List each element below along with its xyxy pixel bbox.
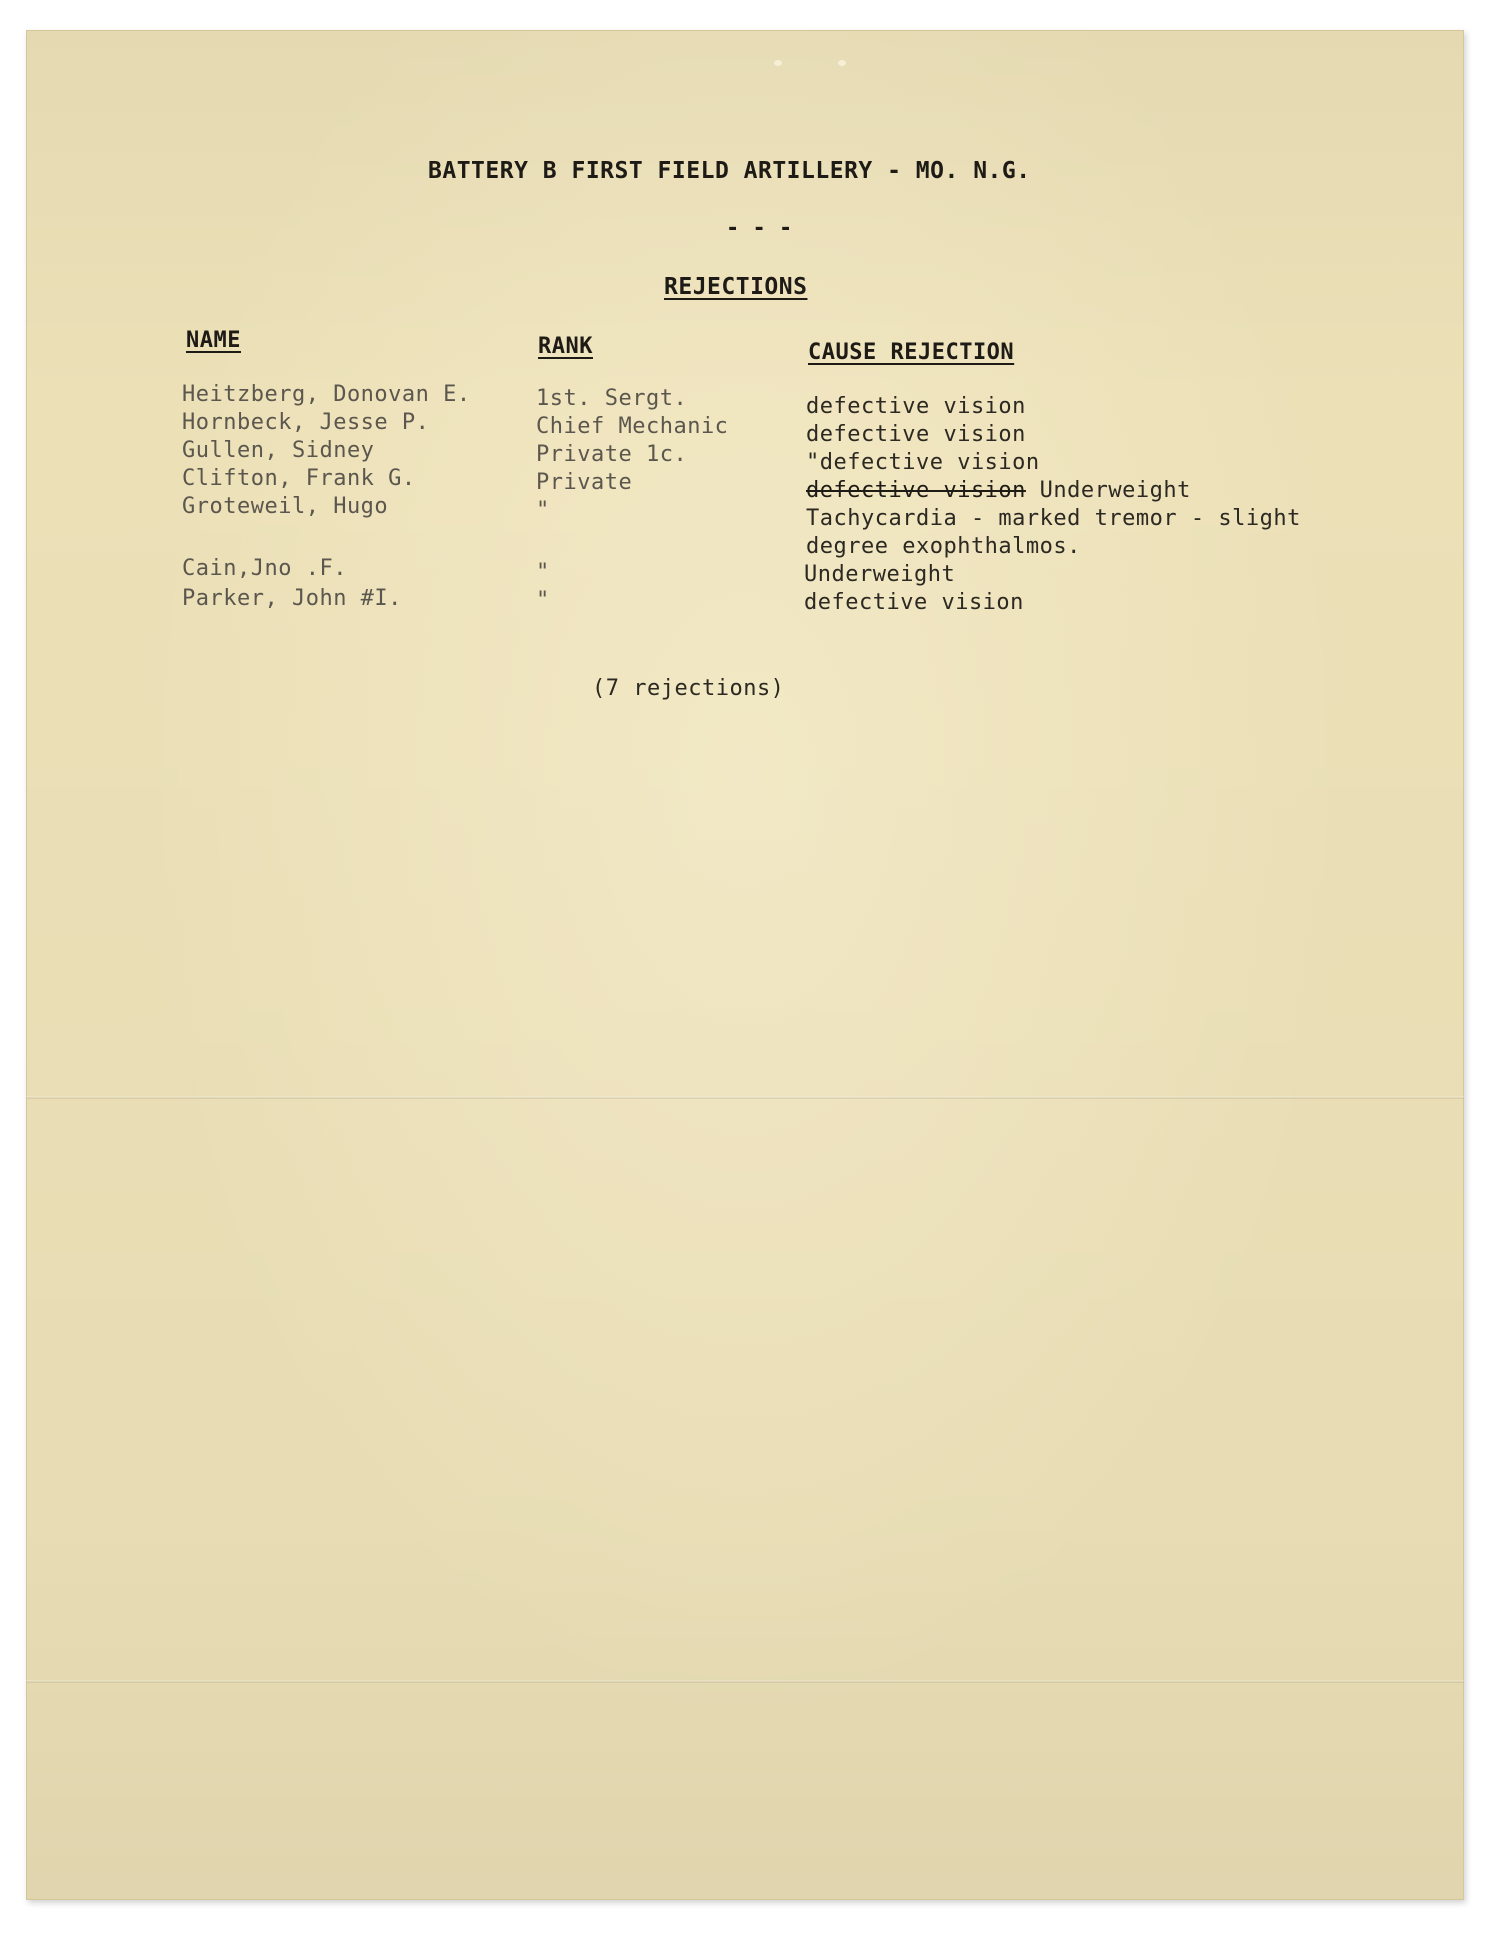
- rank-cell: ": [536, 498, 550, 523]
- column-header-cause: CAUSE REJECTION: [808, 340, 1015, 365]
- rank-cell: Private 1c.: [536, 442, 688, 467]
- cause-cell: [806, 478, 1191, 503]
- column-header-rank: RANK: [538, 334, 593, 359]
- cause-cell: defective vision: [806, 422, 1026, 447]
- cause-text: Underweight: [1039, 478, 1191, 503]
- cause-cell: defective vision: [804, 590, 1024, 615]
- name-cell: Groteweil, Hugo: [182, 494, 389, 519]
- rejections-total: (7 rejections): [592, 676, 785, 701]
- cause-cell: degree exophthalmos.: [806, 534, 1081, 559]
- name-cell: Parker, John #I.: [182, 586, 402, 611]
- cause-cell: defective vision: [806, 394, 1026, 419]
- punch-mark: [774, 60, 782, 66]
- name-cell: Cain,Jno .F.: [182, 556, 347, 581]
- rank-cell: 1st. Sergt.: [536, 386, 688, 411]
- punch-mark: [838, 60, 846, 66]
- cause-cell: "defective vision: [806, 450, 1040, 475]
- document-sheet: [26, 30, 1464, 1900]
- fold-line: [26, 1096, 1464, 1099]
- section-title: REJECTIONS: [664, 274, 808, 300]
- name-cell: Clifton, Frank G.: [182, 466, 416, 491]
- fold-line: [26, 1680, 1464, 1683]
- rank-cell: Chief Mechanic: [536, 414, 729, 439]
- name-cell: Gullen, Sidney: [182, 438, 375, 463]
- struck-text: defective vision: [806, 478, 1026, 503]
- rank-cell: Private: [536, 470, 633, 495]
- cause-cell: Tachycardia - marked tremor - slight: [806, 506, 1301, 531]
- rank-cell: ": [536, 588, 550, 613]
- name-cell: Hornbeck, Jesse P.: [182, 410, 430, 435]
- cause-cell: Underweight: [804, 562, 956, 587]
- name-cell: Heitzberg, Donovan E.: [182, 382, 471, 407]
- document-title: BATTERY B FIRST FIELD ARTILLERY - MO. N.G.: [428, 158, 1031, 184]
- rank-cell: ": [536, 560, 550, 585]
- column-header-name: NAME: [186, 328, 241, 353]
- separator: - - -: [726, 216, 793, 241]
